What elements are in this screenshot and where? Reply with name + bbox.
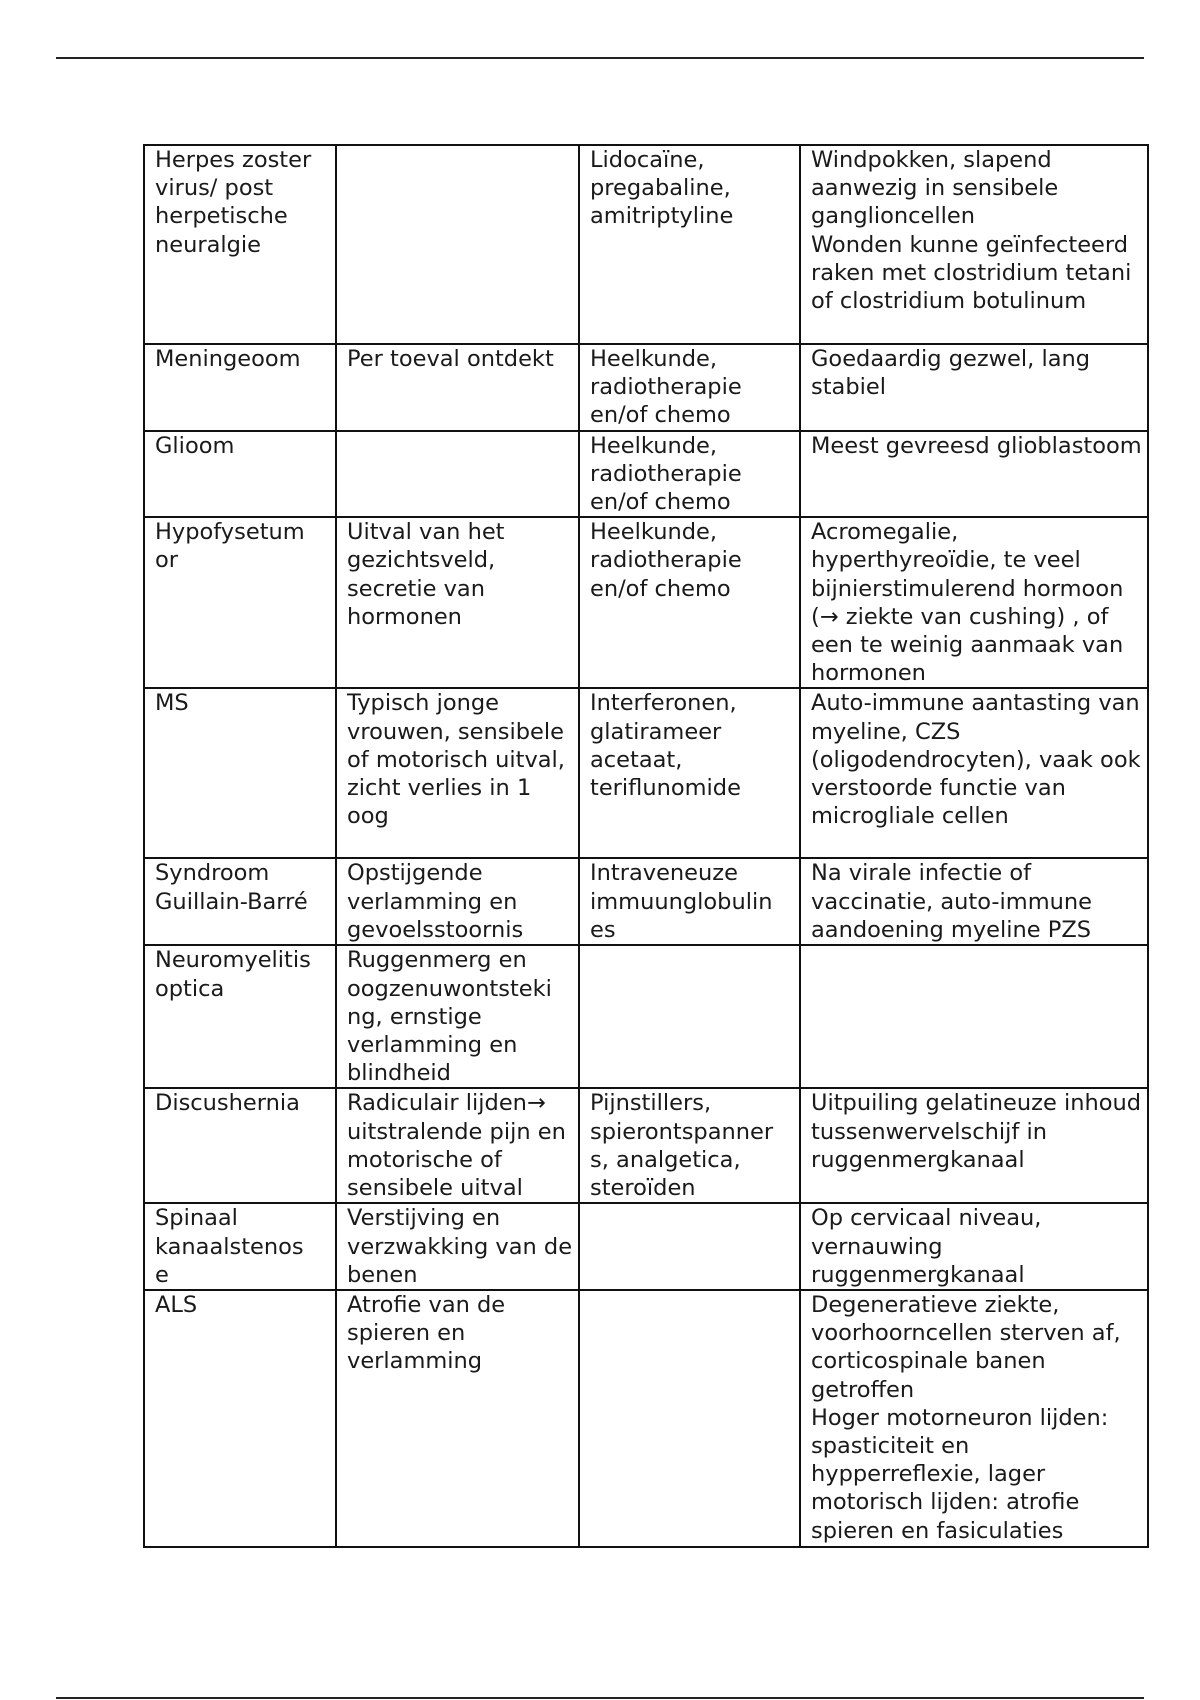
table-row <box>144 858 1148 945</box>
disease-cell: Meningeoom <box>144 344 336 431</box>
table-row <box>144 1290 1148 1547</box>
symptoms-cell: Opstijgende verlamming en gevoelsstoornis <box>336 858 579 945</box>
treatment-cell: Heelkunde, radiotherapie en/of chemo <box>579 344 800 431</box>
disease-cell: ALS <box>144 1290 336 1547</box>
symptoms-cell: Typisch jonge vrouwen, sensibele of motorisch uitval, zicht verlies in 1 oog <box>336 688 579 858</box>
treatment-cell: Heelkunde, radiotherapie en/of chemo <box>579 431 800 518</box>
treatment-cell: Heelkunde, radiotherapie en/of chemo <box>579 517 800 688</box>
notes-cell: Na virale infectie of vaccinatie, auto-immune aandoening myeline PZS <box>800 858 1148 945</box>
disease-cell: Spinaal kanaalstenos e <box>144 1203 336 1290</box>
table-row <box>144 431 1148 518</box>
treatment-cell <box>579 945 800 1088</box>
header-rule <box>56 57 1144 59</box>
disease-cell: Syndroom Guillain-Barré <box>144 858 336 945</box>
symptoms-cell: Radiculair lijden→ uitstralende pijn en motorische of sensibele uitval <box>336 1088 579 1203</box>
notes-cell: Degeneratieve ziekte, voorhoorncellen sterven af, corticospinale banen getroffen Hoger motorneuron lijden: spasticiteit en hypperreflexie, lager motorisch lijden: atrofie spieren en fasiculaties <box>800 1290 1148 1547</box>
treatment-cell <box>579 1290 800 1547</box>
footer-rule <box>56 1697 1144 1699</box>
symptoms-cell: Atrofie van de spieren en verlamming <box>336 1290 579 1547</box>
treatment-cell: Intraveneuze immuunglobulin es <box>579 858 800 945</box>
notes-cell: Acromegalie, hyperthyreoïdie, te veel bijnierstimulerend hormoon (→ ziekte van cushing) , of een te weinig aanmaak van hormonen <box>800 517 1148 688</box>
notes-cell: Op cervicaal niveau, vernauwing ruggenmergkanaal <box>800 1203 1148 1290</box>
symptoms-cell <box>336 145 579 344</box>
notes-cell: Meest gevreesd glioblastoom <box>800 431 1148 518</box>
table-row <box>144 344 1148 431</box>
table-row <box>144 517 1148 688</box>
table-row <box>144 1088 1148 1203</box>
symptoms-cell: Verstijving en verzwakking van de benen <box>336 1203 579 1290</box>
treatment-cell: Interferonen, glatirameer acetaat, teriflunomide <box>579 688 800 858</box>
table-row <box>144 688 1148 858</box>
disease-cell: Glioom <box>144 431 336 518</box>
notes-cell: Auto-immune aantasting van myeline, CZS (oligodendrocyten), vaak ook verstoorde functie van microgliale cellen <box>800 688 1148 858</box>
disease-table <box>143 144 1149 1548</box>
disease-cell: Hypofysetum or <box>144 517 336 688</box>
notes-cell: Goedaardig gezwel, lang stabiel <box>800 344 1148 431</box>
symptoms-cell: Ruggenmerg en oogzenuwontsteki ng, ernstige verlamming en blindheid <box>336 945 579 1088</box>
disease-cell: Discushernia <box>144 1088 336 1203</box>
disease-cell: MS <box>144 688 336 858</box>
table-row <box>144 945 1148 1088</box>
disease-cell: Neuromyelitis optica <box>144 945 336 1088</box>
treatment-cell <box>579 1203 800 1290</box>
symptoms-cell: Uitval van het gezichtsveld, secretie van hormonen <box>336 517 579 688</box>
notes-cell: Windpokken, slapend aanwezig in sensibele ganglioncellen Wonden kunne geïnfecteerd raken met clostridium tetani of clostridium botulinum <box>800 145 1148 344</box>
treatment-cell: Lidocaïne, pregabaline, amitriptyline <box>579 145 800 344</box>
table-row <box>144 1203 1148 1290</box>
treatment-cell: Pijnstillers, spierontspanner s, analgetica, steroïden <box>579 1088 800 1203</box>
table-row <box>144 145 1148 344</box>
disease-cell: Herpes zoster virus/ post herpetische neuralgie <box>144 145 336 344</box>
symptoms-cell: Per toeval ontdekt <box>336 344 579 431</box>
symptoms-cell <box>336 431 579 518</box>
notes-cell: Uitpuiling gelatineuze inhoud tussenwervelschijf in ruggenmergkanaal <box>800 1088 1148 1203</box>
notes-cell <box>800 945 1148 1088</box>
